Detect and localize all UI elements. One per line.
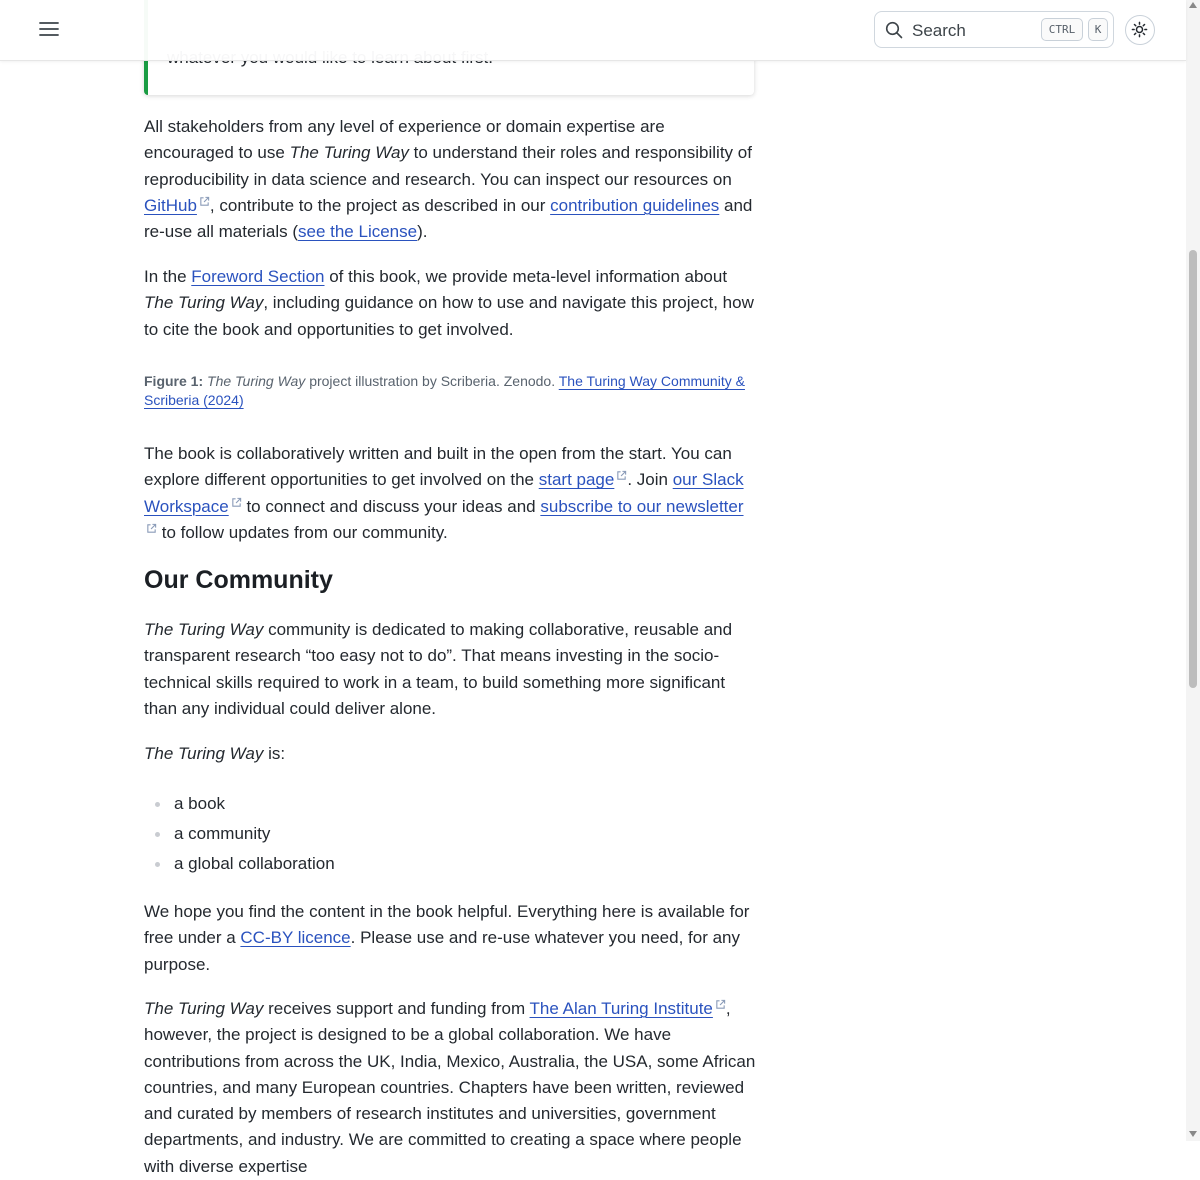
theme-toggle-button[interactable] <box>1125 15 1155 45</box>
start-page-link[interactable]: start page <box>538 470 615 490</box>
scroll-up-arrow-icon[interactable] <box>1189 2 1197 8</box>
book-name: The Turing Way <box>144 293 264 313</box>
list-item: a community <box>144 820 335 850</box>
search-label: Search <box>912 21 966 40</box>
section-heading-our-community: Our Community <box>144 566 333 594</box>
paragraph-community-mission: The Turing Way community is dedicated to making collaborative, reusable and transparent research “too easy not to do”. That means investing in the socio-technical skills required to work in a team, to build something more significant than any individual could deliver alone. <box>144 620 733 718</box>
scrollbar-thumb[interactable] <box>1189 250 1197 688</box>
figure-label: Figure 1: <box>144 373 204 389</box>
search-icon <box>885 21 903 39</box>
cc-by-licence-link[interactable]: CC-BY licence <box>240 928 351 948</box>
external-link-icon <box>715 999 726 1010</box>
contribution-guidelines-link[interactable]: contribution guidelines <box>550 195 720 215</box>
paragraph-stakeholders: All stakeholders from any level of experience or domain expertise are encouraged to use The Turing Way to understand their roles and responsibility of reproducibility in data science and research. You can inspect our resources on GitHub , contribute to the project as described in our contribution guidelines and re-use all materials (see the License). <box>144 117 753 242</box>
paragraph-funding: The Turing Way receives support and funding from The Alan Turing Institute , however, the project is designed to be a global collaboration. We have contributions from across the UK, India, Mexico, Australia, the USA, some African countries, and many European countries. Chapters have been written, reviewed and curated by members of research institutes and universities, government departments, and industry. We are committed to creating a space where people with diverse expertise <box>144 999 756 1176</box>
foreword-section-link[interactable]: Foreword Section <box>191 267 325 286</box>
paragraph-turing-way-is: The Turing Way is: <box>144 744 286 763</box>
external-link-icon <box>199 196 210 207</box>
sun-icon <box>1131 21 1148 38</box>
scroll-down-arrow-icon[interactable] <box>1189 1131 1197 1137</box>
hamburger-icon[interactable] <box>38 18 60 40</box>
external-link-icon <box>616 470 627 481</box>
figure-caption: Figure 1: The Turing Way project illustration by Scriberia. Zenodo. The Turing Way Community & Scriberia (2024) <box>144 373 745 408</box>
list-item: a book <box>144 790 335 820</box>
figure-citation-link[interactable]: The Turing Way Community & Scriberia (2024) <box>144 373 745 408</box>
shortcut-ctrl-key: CTRL <box>1041 18 1083 41</box>
slack-workspace-link[interactable]: our Slack Workspace <box>144 470 744 516</box>
turing-way-list <box>144 790 335 880</box>
shortcut-k-key: K <box>1088 18 1108 41</box>
top-header-bar <box>0 0 1186 61</box>
newsletter-link[interactable]: subscribe to our newsletter <box>540 496 744 516</box>
paragraph-licence: We hope you find the content in the book helpful. Everything here is available for free under a CC-BY licence. Please use and re-use whatever you need, for any purpose. <box>144 902 750 974</box>
github-link[interactable]: GitHub <box>144 195 197 215</box>
license-link[interactable]: see the License <box>298 222 418 242</box>
page-scrollbar[interactable] <box>1186 0 1200 1141</box>
book-name: The Turing Way <box>144 744 264 763</box>
book-name: The Turing Way <box>144 999 264 1018</box>
paragraph-foreword: In the Foreword Section of this book, we provide meta-level information about The Turing Way, including guidance on how to use and navigate this project, how to cite the book and opportunities to get involved. <box>144 267 754 339</box>
book-name: The Turing Way <box>289 143 409 163</box>
search-button[interactable] <box>874 11 1114 48</box>
external-link-icon <box>231 497 242 508</box>
external-link-icon <box>146 523 157 534</box>
book-name: The Turing Way <box>144 620 264 639</box>
paragraph-get-involved: The book is collaboratively written and built in the open from the start. You can explore different opportunities to get involved on the start page . Join our Slack Workspace to connect and discuss your ideas and subscribe to our newsletter to follow updates from our community. <box>144 444 744 542</box>
list-item: a global collaboration <box>144 850 335 880</box>
alan-turing-institute-link[interactable]: The Alan Turing Institute <box>529 999 713 1018</box>
